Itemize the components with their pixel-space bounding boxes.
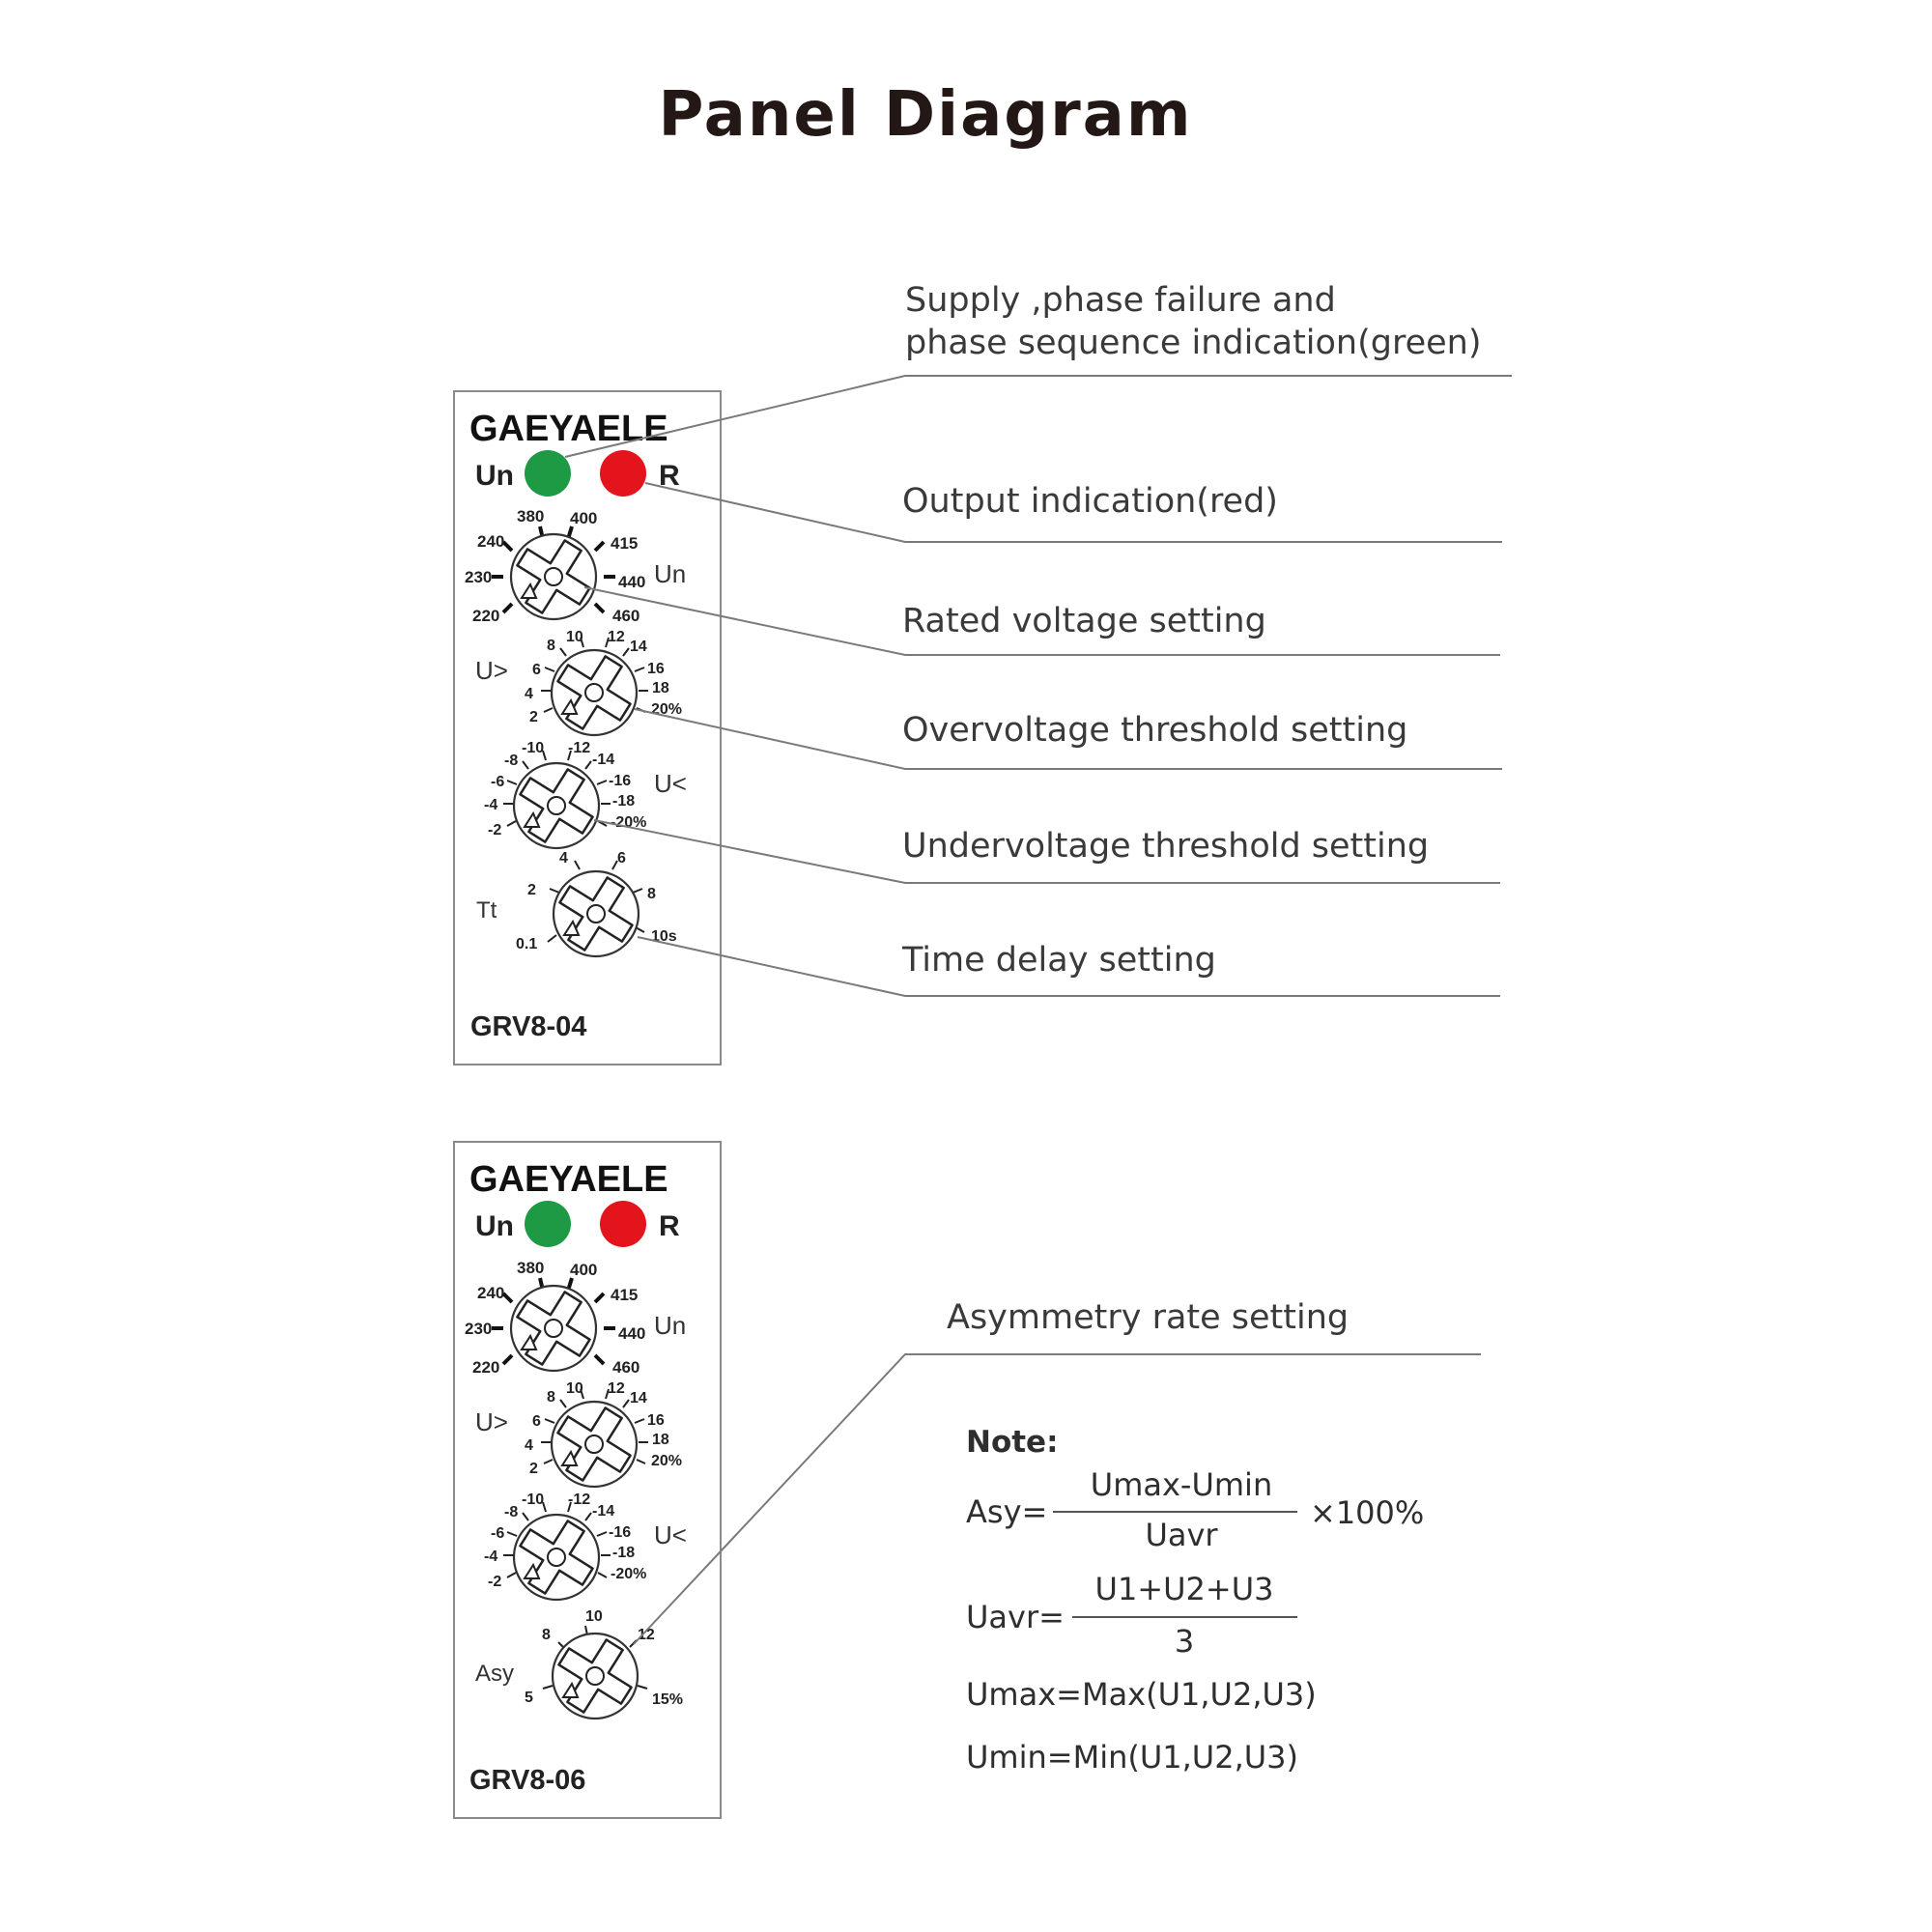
- scale-label: 230: [465, 568, 493, 586]
- scale-label: 14: [630, 1390, 647, 1406]
- scale-label: 2: [529, 709, 538, 725]
- brand-logo: GAEYAELE: [469, 409, 668, 449]
- note-formulas: [966, 1425, 1424, 1776]
- scale-label: -4: [484, 1548, 498, 1565]
- scale-label: 18: [652, 680, 669, 696]
- panel-grv8-06: [454, 1142, 721, 1818]
- scale-label: -14: [592, 1503, 615, 1520]
- scale-label: 400: [570, 509, 598, 527]
- knob-label-asymmetry: Asy: [475, 1661, 515, 1687]
- note-heading: Note:: [966, 1425, 1059, 1460]
- scale-label: 440: [618, 1324, 646, 1343]
- scale-label: 5: [525, 1690, 533, 1706]
- scale-label: 20%: [651, 1453, 683, 1469]
- scale-label: -10: [522, 1492, 545, 1508]
- callout-label: Output indication(red): [902, 482, 1278, 521]
- callout-time-delay: [638, 937, 1500, 996]
- knob-label-time-delay: Tt: [476, 897, 497, 923]
- scale-label: -14: [592, 752, 615, 768]
- callout-asymmetry: [634, 1298, 1481, 1644]
- asy-denominator: Uavr: [1145, 1517, 1218, 1553]
- scale-label: -2: [488, 1574, 502, 1590]
- green-indicator-led: [525, 450, 571, 497]
- callout-rated-voltage: [584, 587, 1500, 655]
- callout-label: phase sequence indication(green): [905, 324, 1482, 362]
- scale-label: -8: [504, 753, 519, 769]
- scale-label: -4: [484, 797, 498, 813]
- scale-label: 14: [630, 639, 647, 655]
- scale-label: -2: [488, 822, 502, 838]
- callout-output: [645, 482, 1502, 542]
- scale-label: 10: [566, 1380, 583, 1397]
- uavr-denominator: 3: [1174, 1623, 1195, 1660]
- panel-grv8-04: [454, 391, 721, 1065]
- scale-label: -12: [568, 1492, 591, 1508]
- callout-label: Overvoltage threshold setting: [902, 711, 1408, 750]
- scale-label: 16: [647, 661, 665, 677]
- scale-label: 15%: [652, 1691, 684, 1708]
- scale-label: 4: [559, 850, 568, 867]
- callout-label: Asymmetry rate setting: [947, 1298, 1350, 1337]
- scale-label: 10s: [651, 928, 677, 945]
- scale-label: 415: [611, 534, 639, 553]
- scale-label: -16: [609, 773, 632, 789]
- scale-label: -16: [609, 1524, 632, 1541]
- scale-label: 10: [585, 1608, 603, 1625]
- scale-label: -20%: [611, 1566, 647, 1582]
- scale-label: -6: [491, 1525, 505, 1542]
- scale-label: 440: [618, 573, 646, 591]
- scale-label: 6: [532, 662, 541, 678]
- scale-label: 220: [472, 607, 500, 625]
- scale-label: 415: [611, 1286, 639, 1304]
- uavr-numerator: U1+U2+U3: [1094, 1571, 1274, 1607]
- scale-label: -18: [612, 793, 636, 810]
- scale-label: 6: [617, 850, 626, 867]
- umax-formula: Umax=Max(U1,U2,U3): [966, 1676, 1317, 1713]
- scale-label: 8: [547, 638, 555, 654]
- knob-label-undervoltage: U<: [654, 1520, 687, 1549]
- callout-overvoltage: [635, 709, 1502, 769]
- red-indicator-led: [600, 450, 646, 497]
- scale-label: -20%: [611, 814, 647, 831]
- scale-label: 12: [608, 629, 625, 645]
- scale-label: -18: [612, 1545, 636, 1561]
- scale-label: 400: [570, 1261, 598, 1279]
- uavr-lhs: Uavr=: [966, 1599, 1065, 1635]
- asy-multiplier: ×100%: [1310, 1494, 1425, 1531]
- scale-label: 8: [547, 1389, 555, 1406]
- scale-label: 6: [532, 1413, 541, 1430]
- knob-label-overvoltage: U>: [475, 1407, 508, 1436]
- brand-logo: GAEYAELE: [469, 1159, 668, 1200]
- scale-label: 4: [525, 1437, 533, 1454]
- asy-lhs: Asy=: [966, 1493, 1048, 1530]
- scale-label: 460: [612, 607, 640, 625]
- scale-label: 8: [647, 886, 656, 902]
- green-indicator-led: [525, 1201, 571, 1247]
- knob-label-undervoltage: U<: [654, 769, 687, 798]
- asy-numerator: Umax-Umin: [1090, 1466, 1273, 1503]
- scale-label: 240: [477, 1284, 505, 1302]
- scale-label: -8: [504, 1504, 519, 1520]
- model-number: GRV8-04: [470, 1011, 587, 1042]
- scale-label: 10: [566, 629, 583, 645]
- scale-label: 220: [472, 1358, 500, 1377]
- scale-label: 2: [527, 882, 536, 898]
- scale-label: 18: [652, 1432, 669, 1448]
- page-title: Panel Diagram: [658, 79, 1193, 151]
- scale-label: 0.1: [516, 936, 538, 952]
- scale-label: 8: [542, 1627, 551, 1643]
- scale-label: 20%: [651, 701, 683, 718]
- led-un-label: Un: [475, 1210, 514, 1242]
- knob-label-un: Un: [654, 1311, 687, 1340]
- callout-label: Time delay setting: [902, 941, 1216, 980]
- led-r-label: R: [659, 1210, 680, 1242]
- knob-label-overvoltage: U>: [475, 656, 508, 685]
- scale-label: 460: [612, 1358, 640, 1377]
- knob-label-un: Un: [654, 559, 687, 588]
- callout-label: Supply ,phase failure and: [905, 281, 1336, 320]
- scale-label: 4: [525, 686, 533, 702]
- scale-label: 230: [465, 1320, 493, 1338]
- scale-label: -12: [568, 740, 591, 756]
- scale-label: 16: [647, 1412, 665, 1429]
- scale-label: 2: [529, 1461, 538, 1477]
- scale-label: 380: [517, 507, 545, 526]
- scale-label: 380: [517, 1259, 545, 1277]
- callout-undervoltage: [594, 820, 1500, 883]
- umin-formula: Umin=Min(U1,U2,U3): [966, 1739, 1299, 1776]
- scale-label: 12: [608, 1380, 625, 1397]
- model-number: GRV8-06: [469, 1765, 586, 1796]
- scale-label: 12: [638, 1627, 655, 1643]
- led-un-label: Un: [475, 460, 514, 492]
- scale-label: -6: [491, 774, 505, 790]
- led-r-label: R: [659, 460, 680, 492]
- scale-label: -10: [522, 740, 545, 756]
- scale-label: 240: [477, 532, 505, 551]
- red-indicator-led: [600, 1201, 646, 1247]
- callout-label: Undervoltage threshold setting: [902, 827, 1430, 866]
- callout-label: Rated voltage setting: [902, 602, 1266, 640]
